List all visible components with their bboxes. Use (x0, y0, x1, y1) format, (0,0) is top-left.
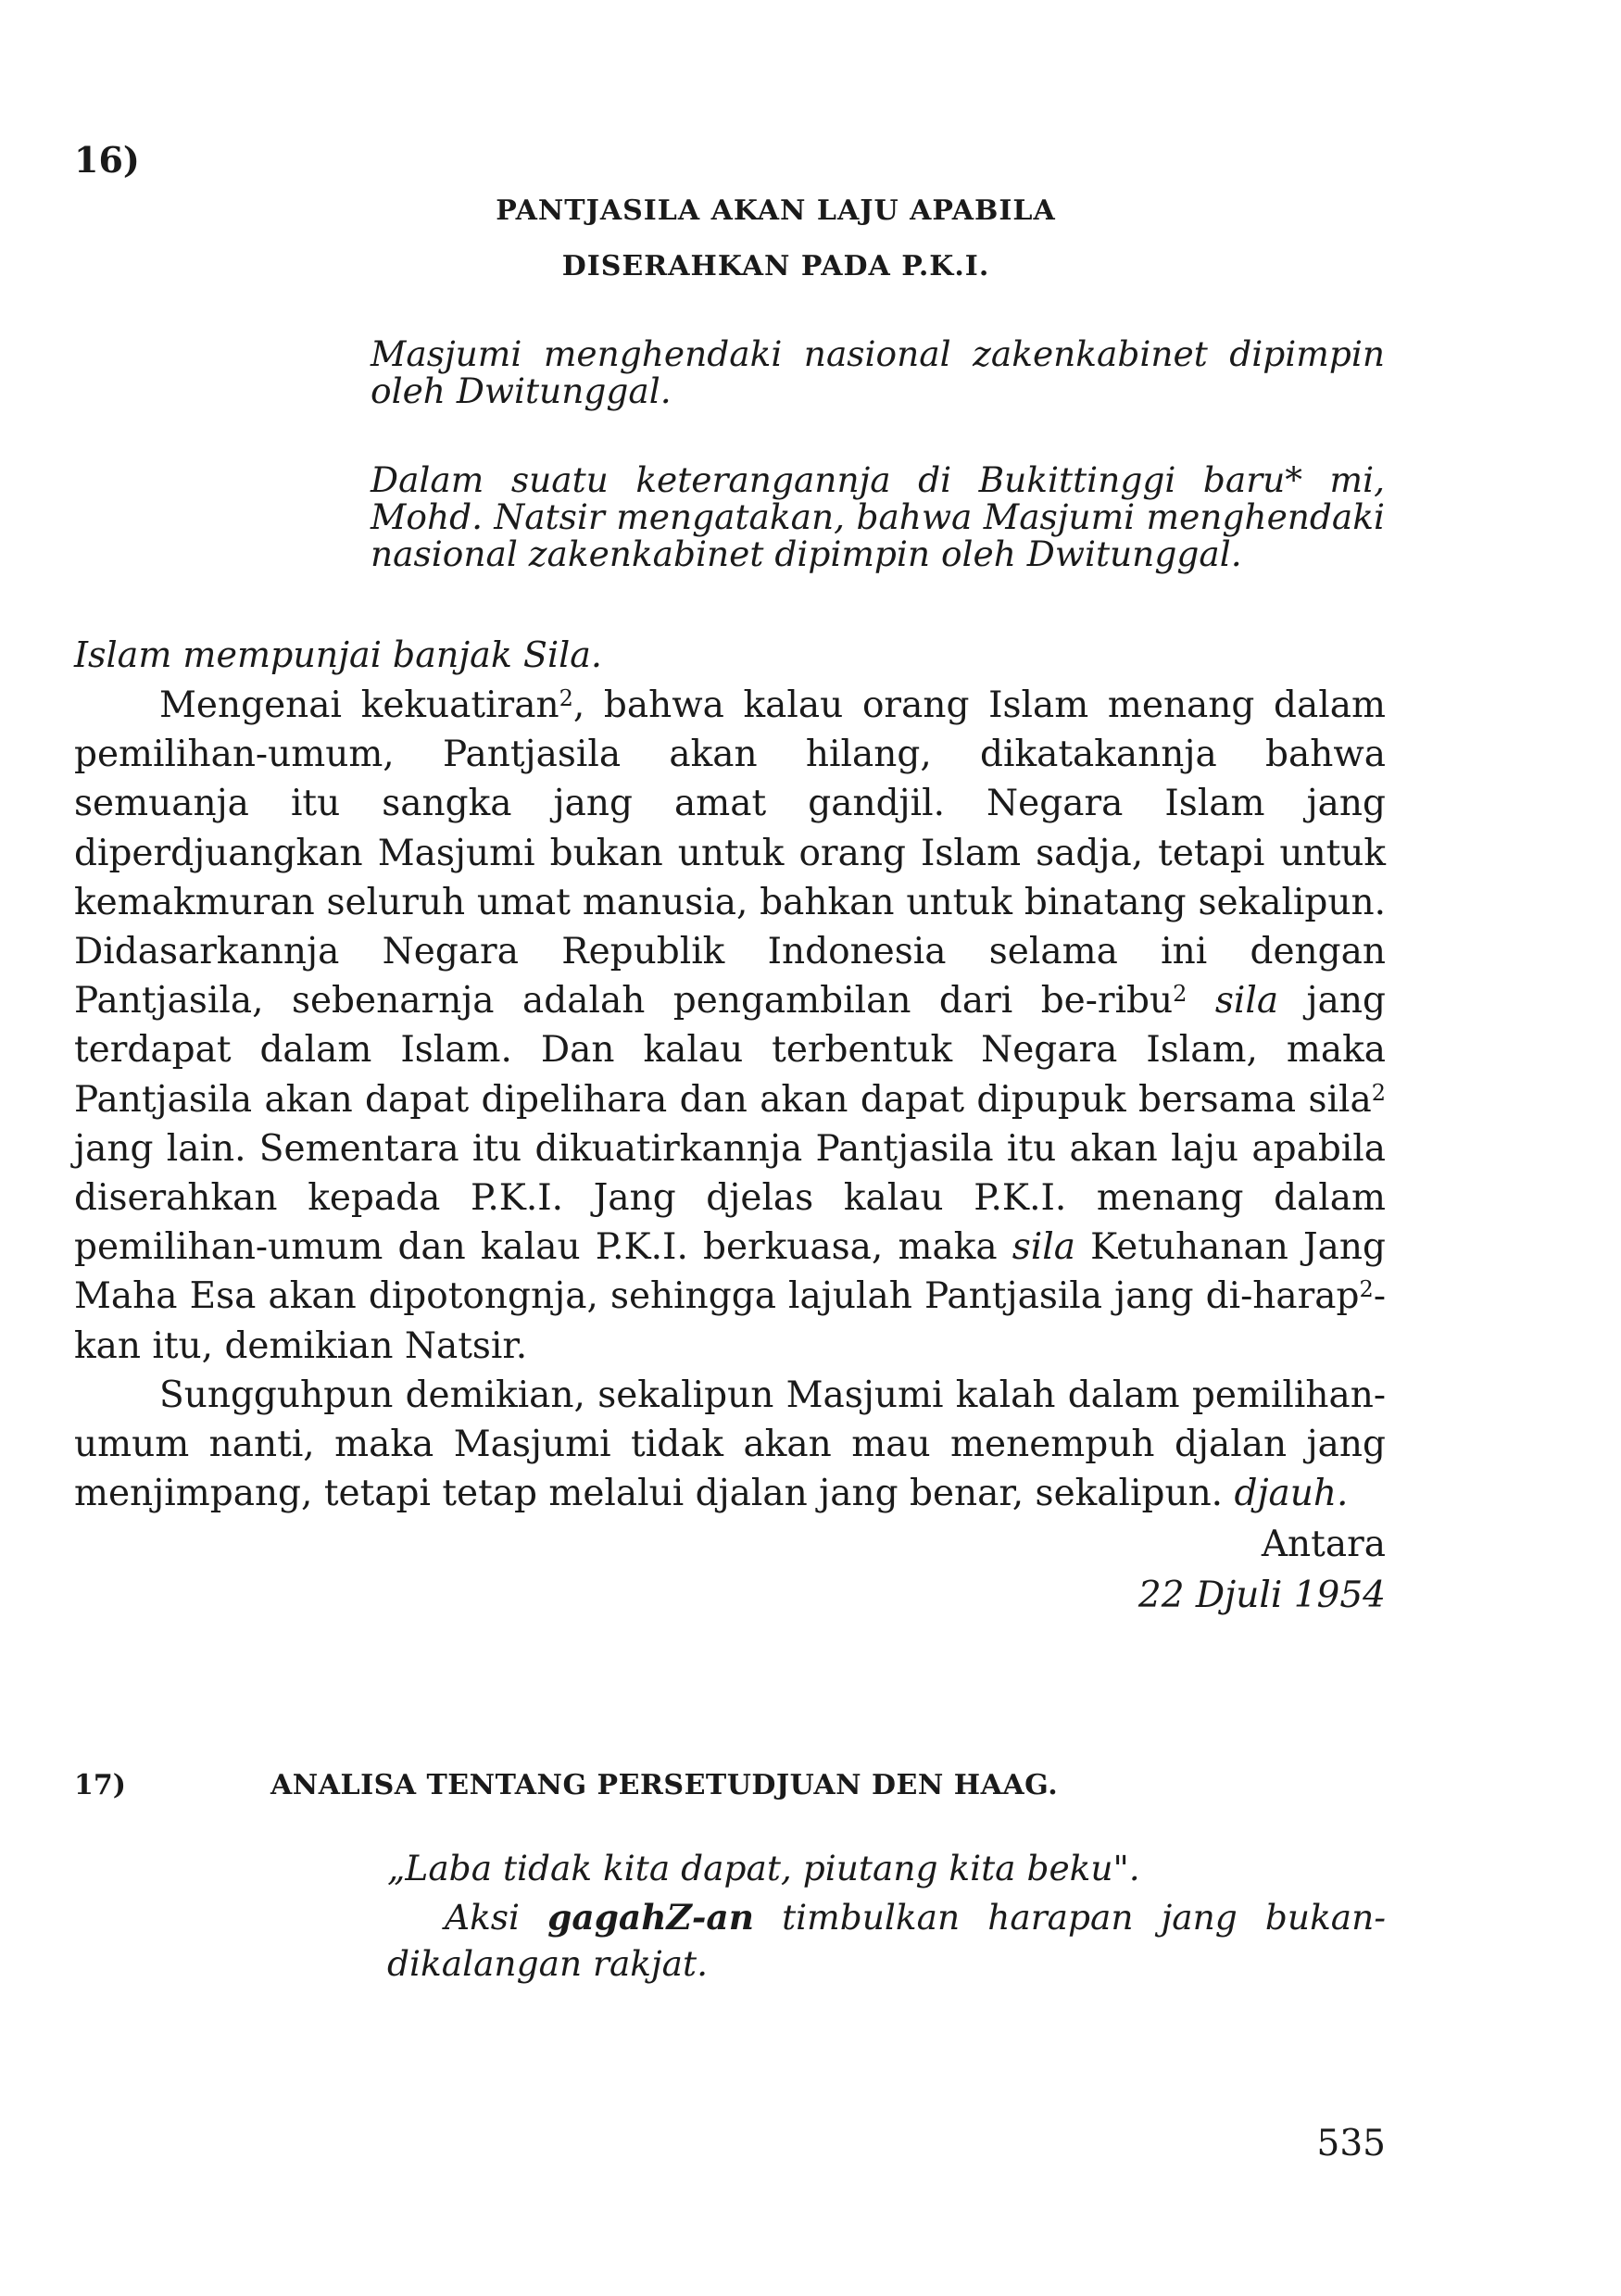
article-17-quote: „Laba tidak kita dapat, piutang kita beku". (387, 1848, 1140, 1888)
p1-superscript-4: 2 (1359, 1276, 1374, 1303)
p2-text: Sungguhpun demikian, sekalipun Masjumi kalah dalam pemilihan-umum nanti, maka Masjumi tidak akan mau menempuh djalan jang menjimpang, tetapi tetap melalui djalan jang benar, sekalipun. (74, 1374, 1386, 1515)
p1-text-2: , bahwa kalau orang Islam menang dalam pemilihan-umum, Pantjasila akan hilang, dikatakannja bahwa semuanja itu sangka jang amat gandjil. Negara Islam jang diperdjuangkan Masjumi bukan untuk orang Islam sadja, tetapi untuk kemakmuran seluruh umat manusia, bahkan untuk binatang sekalipun. Didasarkannja Negara Republik Indonesia selama ini dengan Pantjasila, sebenarnja adalah pengambilan dari be-ribu (74, 684, 1386, 1023)
p1-italic-sila-1: sila (1214, 980, 1279, 1023)
article-16-intro-lead: Dalam suatu keterangannja di Bukittinggi baru* mi, Mohd. Natsir mengatakan, bahwa Masjumi menghendaki nasional zakenkabinet dipimpin oleh Dwitunggal. (371, 459, 1385, 574)
p1-text-6: -kan itu, demikian Natsir. (74, 1275, 1386, 1367)
p1-italic-sila-2: sila (1012, 1226, 1075, 1269)
article-16-title-line-2: DISERAHKAN PADA P.K.I. (561, 250, 990, 282)
article-16-source: Antara (1261, 1524, 1386, 1565)
article-16-intro-headline: Masjumi menghendaki nasional zakenkabinet dipimpin oleh Dwitunggal. (371, 333, 1385, 411)
article-16-subheading: Islam mempunjai banjak Sila. (74, 634, 602, 675)
lead-text-end: timbulkan harapan jang bukan- dikalangan rakjat. (387, 1897, 1386, 1984)
body-paragraph-1 (74, 681, 1386, 1371)
p1-text-1: Mengenai kekuatiran (159, 684, 559, 726)
p2-signoff: djauh. (1234, 1473, 1349, 1515)
article-number-17: 17) (74, 1769, 126, 1801)
page-number: 535 (1316, 2123, 1386, 2164)
p1-text-4: jang lain. Sementara itu dikuatirkannja Pantjasila itu akan laju apabila diserahkan kepada P.K.I. Jang djelas kalau P.K.I. menang dalam pemilihan-umum dan kalau P.K.I. berkuasa, maka (74, 1127, 1386, 1269)
lead-bold-term: gagahZ-an (547, 1897, 754, 1938)
p1-superscript-2: 2 (1173, 981, 1187, 1008)
p1-text-3: jang terdapat dalam Islam. Dan kalau terbentuk Negara Islam, maka Pantjasila akan dapat dipelihara dan akan dapat dipupuk bersama sila (74, 980, 1386, 1121)
article-number-16: 16) (74, 139, 140, 181)
body-paragraph-2 (74, 1371, 1386, 1519)
article-16-date: 22 Djuli 1954 (1137, 1575, 1386, 1616)
article-17-lead (387, 1894, 1386, 1987)
lead-text-start: Aksi (445, 1897, 548, 1938)
p1-superscript-1: 2 (559, 685, 573, 711)
p1-text-5: Ketuhanan Jang Maha Esa akan dipotongnja, sehingga lajulah Pantjasila jang di-harap (74, 1226, 1387, 1318)
article-16-title-line-1: PANTJASILA AKAN LAJU APABILA (496, 194, 1056, 227)
p1-superscript-3: 2 (1371, 1079, 1386, 1106)
article-16-body (74, 681, 1386, 1518)
article-17-title: ANALISA TENTANG PERSETUDJUAN DEN HAAG. (270, 1769, 1059, 1801)
